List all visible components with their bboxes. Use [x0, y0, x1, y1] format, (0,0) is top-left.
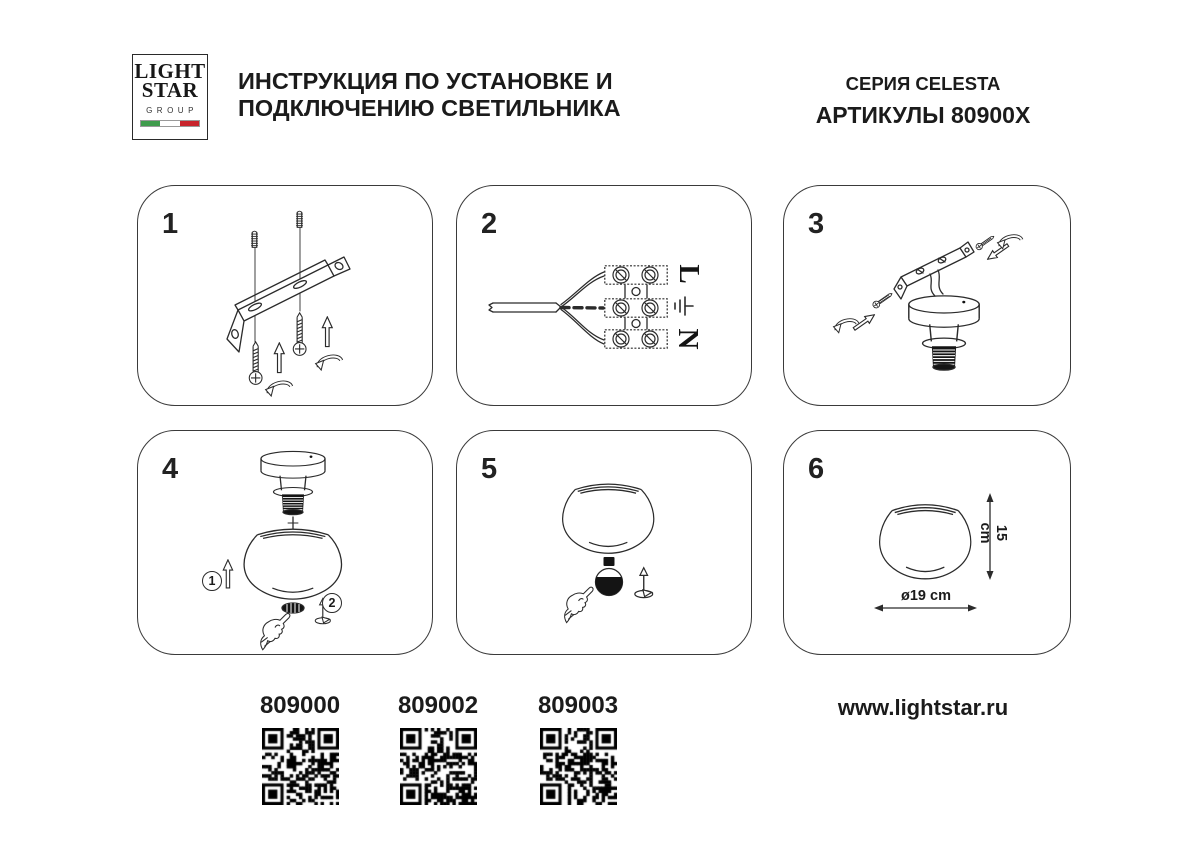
- height-dimension-label: 15 cm: [977, 522, 1009, 544]
- terminal-row: [605, 299, 667, 317]
- logo-word-star: STAR: [141, 78, 199, 103]
- wall-plug: [251, 231, 258, 247]
- bracket-mounting-drawing: [138, 186, 434, 407]
- qr-code-809002: [400, 728, 477, 805]
- logo-word-group: GROUP: [146, 105, 198, 115]
- direction-arrow: [985, 242, 1010, 263]
- rotate-arrow: [266, 382, 292, 396]
- articles-title: АРТИКУЛЫ 80900X: [815, 102, 1031, 128]
- glass-shade: [563, 484, 654, 553]
- title-line-2: ПОДКЛЮЧЕНИЮ СВЕТИЛЬНИКА: [238, 94, 621, 121]
- hand-holding-ring: [261, 613, 290, 649]
- italy-flag-stripe: [140, 120, 200, 127]
- mounting-screw: [249, 342, 262, 385]
- direction-arrow: [223, 560, 232, 588]
- qr-code-809003: [540, 728, 617, 805]
- series-name: СЕРИЯ CELESTA: [845, 73, 1001, 94]
- step-number: 5: [481, 453, 498, 485]
- glass-shade: [244, 529, 341, 599]
- hand-holding-bulb: [565, 587, 593, 622]
- step-number: 2: [481, 208, 498, 240]
- fixing-screw: [975, 234, 996, 251]
- step-panel-2: [456, 185, 752, 406]
- rotate-arrow: [834, 320, 858, 333]
- step-panel-3: [783, 185, 1071, 406]
- live-wire-label: L: [673, 264, 706, 284]
- website-url: www.lightstar.ru: [837, 695, 1009, 720]
- step-number: 4: [162, 453, 179, 485]
- article-number: 809002: [397, 692, 479, 719]
- article-number: 809000: [259, 692, 341, 719]
- fixing-screw: [872, 291, 894, 309]
- wall-plug: [296, 211, 303, 227]
- step-number: 6: [808, 453, 825, 485]
- step-panel-5: [456, 430, 752, 655]
- step4-marker-1: 1: [202, 571, 222, 591]
- wiring-diagram: [457, 186, 753, 407]
- logo-word-light: LIGHT: [134, 59, 206, 83]
- qr-code-809000: [262, 728, 339, 805]
- step4-marker-2: 2: [322, 593, 342, 613]
- lightstar-logo: [132, 54, 208, 140]
- dimensions-drawing: [784, 431, 1072, 656]
- canopy-and-socket: [261, 451, 325, 514]
- direction-arrow: [274, 343, 284, 373]
- article-number: 809003: [537, 692, 619, 719]
- step-number: 3: [808, 208, 825, 240]
- terminal-row: [605, 266, 667, 284]
- rotate-arrow: [316, 356, 342, 370]
- rotate-arrow: [998, 236, 1022, 249]
- step-panel-6: [783, 430, 1071, 655]
- neutral-wire-label: N: [672, 328, 705, 350]
- step-number: 1: [162, 208, 179, 240]
- series-header: [788, 73, 1058, 129]
- screw-turn-arrow: [635, 568, 653, 598]
- step-panel-4: [137, 430, 433, 655]
- step-panel-1: [137, 185, 433, 406]
- bulb-installation-drawing: [457, 431, 753, 656]
- terminal-row: [605, 330, 667, 348]
- canopy-and-socket: [909, 296, 979, 370]
- title-line-1: ИНСТРУКЦИЯ ПО УСТАНОВКЕ И: [238, 68, 613, 94]
- direction-arrow: [322, 317, 332, 347]
- shade-assembly-drawing: [138, 431, 434, 656]
- page-title: [238, 68, 621, 121]
- mounting-screw: [293, 313, 306, 356]
- canopy-fixing-drawing: [784, 186, 1072, 407]
- glass-shade: [880, 505, 971, 579]
- diameter-dimension-label: ø19 cm: [901, 588, 951, 604]
